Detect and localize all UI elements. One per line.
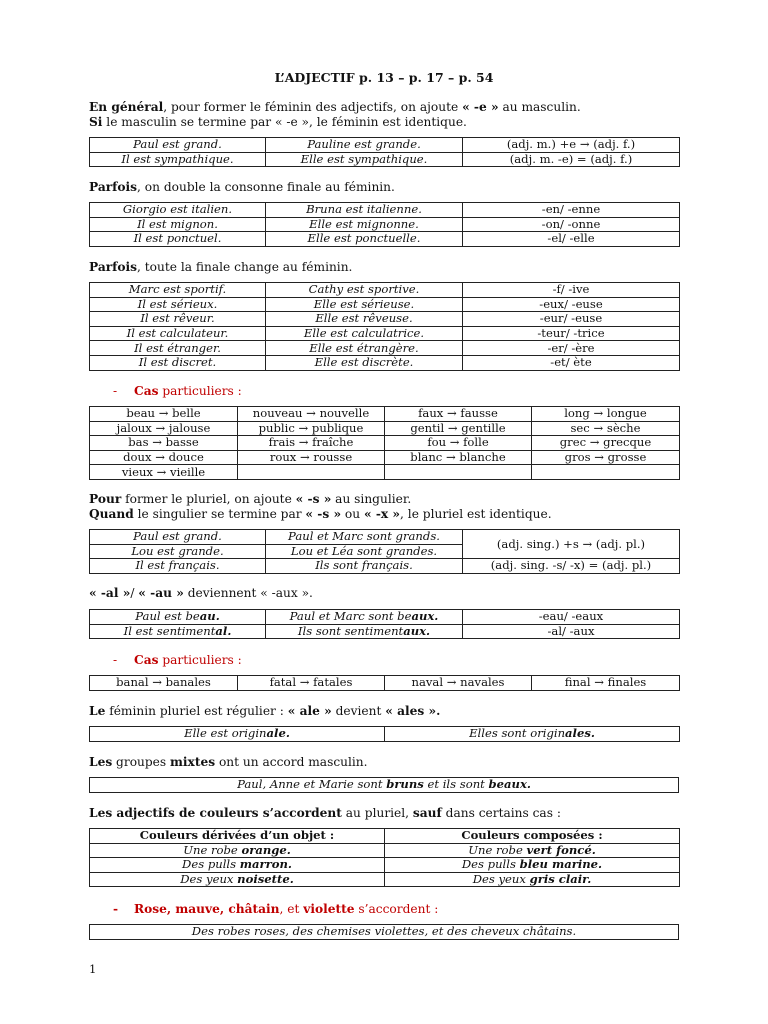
page-number: 1 bbox=[89, 962, 97, 976]
table-row: Giorgio est italien. Bruna est italienne. -en/ -enne bbox=[90, 203, 680, 218]
table-row: Il est mignon. Elle est mignonne. -on/ -onne bbox=[90, 217, 680, 232]
mixed-groups-table bbox=[89, 777, 679, 793]
double-consonant-paragraph: Parfois, on double la consonne finale au féminin. bbox=[89, 180, 395, 194]
table-row: Il est français. Ils sont français. (adj. sing. -s/ -x) = (adj. pl.) bbox=[90, 559, 680, 574]
al-au-table bbox=[89, 609, 680, 639]
ending-change-table bbox=[89, 282, 680, 371]
table-row: Une robe orange. Une robe vert foncé. bbox=[90, 843, 680, 858]
intro-paragraph: En général, pour former le féminin des adjectifs, on ajoute « -e » au masculin. Si le masculin se termine par « -e », le féminin est identique. bbox=[89, 100, 581, 129]
colors-table bbox=[89, 828, 680, 887]
colors-paragraph: Les adjectifs de couleurs s’accordent au pluriel, sauf dans certains cas : bbox=[89, 806, 561, 820]
table-row: Marc est sportif. Cathy est sportive. -f/ -ive bbox=[90, 283, 680, 298]
special-cases-heading-2: - Cas particuliers : bbox=[113, 653, 242, 667]
table-row: doux → douce roux → rousse blanc → blanche gros → grosse bbox=[90, 450, 680, 465]
special-cases-heading-1: - Cas particuliers : bbox=[113, 384, 242, 398]
page-title: L’ADJECTIF p. 13 – p. 17 – p. 54 bbox=[274, 70, 494, 85]
table-row: Lou est grande. Lou et Léa sont grandes. bbox=[90, 544, 680, 559]
mixed-groups-paragraph: Les groupes mixtes ont un accord masculin. bbox=[89, 755, 368, 769]
table-row: Il est calculateur. Elle est calculatrice. -teur/ -trice bbox=[90, 326, 680, 341]
table-row: Il est rêveur. Elle est rêveuse. -eur/ -euse bbox=[90, 312, 680, 327]
plural-table bbox=[89, 529, 680, 574]
table-row: bas → basse frais → fraîche fou → folle grec → grecque bbox=[90, 436, 680, 451]
ending-change-paragraph: Parfois, toute la finale change au féminin. bbox=[89, 260, 353, 274]
table-row: Paul est beau. Paul et Marc sont beaux. -eau/ -eaux bbox=[90, 610, 680, 625]
al-au-paragraph: « -al »/ « -au » deviennent « -aux ». bbox=[89, 586, 313, 600]
special-feminine-table bbox=[89, 406, 680, 480]
table-row: Paul est grand. Pauline est grande. (adj. m.) +e → (adj. f.) bbox=[90, 138, 680, 153]
table-row: Des yeux noisette. Des yeux gris clair. bbox=[90, 872, 680, 887]
plural-paragraph: Pour former le pluriel, on ajoute « -s » au singulier. Quand le singulier se termine par « -s » ou « -x », le pluriel est identique. bbox=[89, 492, 552, 521]
table-row: Couleurs dérivées d’un objet : Couleurs composées : bbox=[90, 829, 680, 844]
feminine-plural-paragraph: Le féminin pluriel est régulier : « ale » devient « ales ». bbox=[89, 704, 441, 718]
table-row: Il est sentimental. Ils sont sentimentaux. -al/ -aux bbox=[90, 624, 680, 639]
table-row: Il est ponctuel. Elle est ponctuelle. -el/ -elle bbox=[90, 232, 680, 247]
feminine-plural-table bbox=[89, 726, 680, 742]
feminine-identical-table bbox=[89, 137, 680, 167]
table-row: Paul est grand. Paul et Marc sont grands. (adj. sing.) +s → (adj. pl.) bbox=[90, 530, 680, 545]
table-row: beau → belle nouveau → nouvelle faux → fausse long → longue bbox=[90, 407, 680, 422]
special-plural-table bbox=[89, 675, 680, 691]
double-consonant-table bbox=[89, 202, 680, 247]
table-row: Des robes roses, des chemises violettes, et des cheveux châtains. bbox=[90, 925, 679, 940]
special-colors-heading: - Rose, mauve, châtain, et violette s’accordent : bbox=[113, 902, 439, 916]
table-row: Elle est originale. Elles sont originales. bbox=[90, 727, 680, 742]
table-row: Il est sympathique. Elle est sympathique. (adj. m. -e) = (adj. f.) bbox=[90, 152, 680, 167]
table-row: Des pulls marron. Des pulls bleu marine. bbox=[90, 858, 680, 873]
table-row: Il est étranger. Elle est étrangère. -er/ -ère bbox=[90, 341, 680, 356]
special-colors-table bbox=[89, 924, 679, 940]
table-row: jaloux → jalouse public → publique gentil → gentille sec → sèche bbox=[90, 421, 680, 436]
table-row: Il est discret. Elle est discrète. -et/ ète bbox=[90, 355, 680, 370]
table-row: banal → banales fatal → fatales naval → navales final → finales bbox=[90, 676, 680, 691]
table-row: vieux → vieille bbox=[90, 465, 680, 480]
table-row: Paul, Anne et Marie sont bruns et ils sont beaux. bbox=[90, 778, 679, 793]
table-row: Il est sérieux. Elle est sérieuse. -eux/ -euse bbox=[90, 297, 680, 312]
